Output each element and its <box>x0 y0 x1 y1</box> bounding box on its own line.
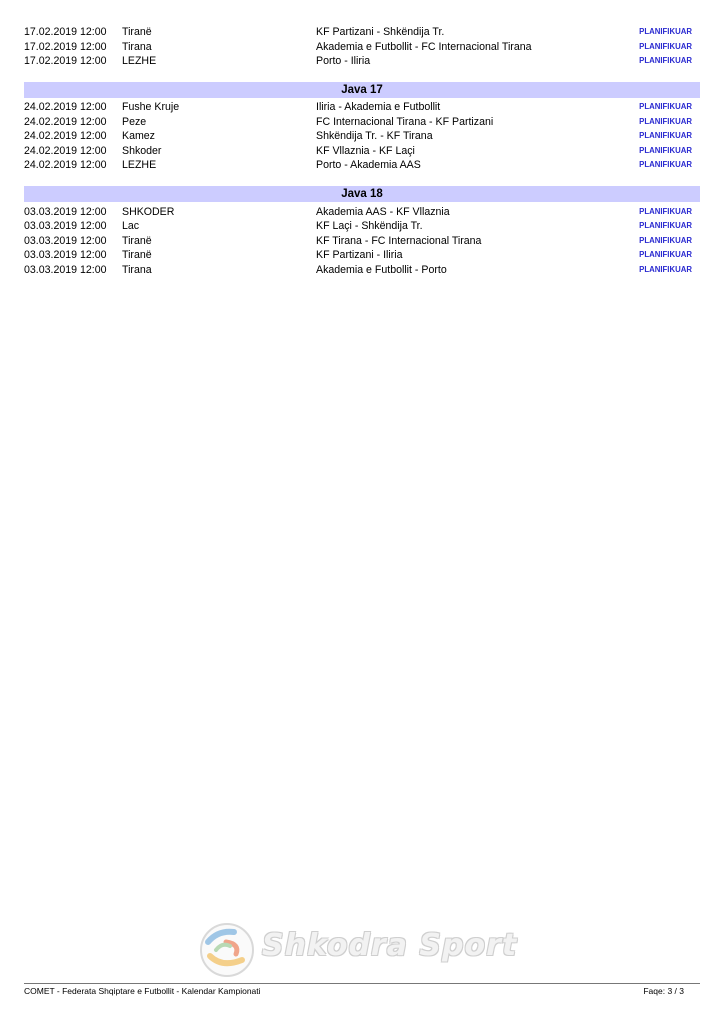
match-status: PLANIFIKUAR <box>639 117 692 126</box>
match-datetime: 24.02.2019 12:00 <box>24 145 107 157</box>
match-teams: KF Laçi - Shkëndija Tr. <box>316 220 423 232</box>
match-status: PLANIFIKUAR <box>639 207 692 216</box>
match-venue: Fushe Kruje <box>122 101 180 113</box>
match-teams: Iliria - Akademia e Futbollit <box>316 101 441 113</box>
match-teams: Shkëndija Tr. - KF Tirana <box>316 130 433 142</box>
match-venue: SHKODER <box>122 206 175 218</box>
match-status: PLANIFIKUAR <box>639 146 692 155</box>
match-datetime: 03.03.2019 12:00 <box>24 206 107 218</box>
match-status: PLANIFIKUAR <box>639 56 692 65</box>
match-datetime: 17.02.2019 12:00 <box>24 26 107 38</box>
match-status: PLANIFIKUAR <box>639 42 692 51</box>
table-row <box>24 234 700 248</box>
match-venue: LEZHE <box>122 55 157 67</box>
table-row <box>24 129 700 143</box>
match-datetime: 03.03.2019 12:00 <box>24 249 107 261</box>
table-row <box>24 205 700 219</box>
match-datetime: 03.03.2019 12:00 <box>24 264 107 276</box>
match-teams: KF Partizani - Shkëndija Tr. <box>316 26 445 38</box>
match-venue: Peze <box>122 116 147 128</box>
table-row <box>24 115 700 129</box>
match-teams: KF Partizani - Iliria <box>316 249 403 261</box>
match-teams: KF Vllaznia - KF Laçi <box>316 145 415 157</box>
match-datetime: 03.03.2019 12:00 <box>24 220 107 232</box>
table-row <box>24 100 700 114</box>
footer-title: COMET - Federata Shqiptare e Futbollit - Kalendar Kampionati <box>24 986 261 996</box>
ball-logo-icon <box>196 920 258 980</box>
week-header-java-18: Java 18 <box>24 186 700 202</box>
table-row <box>24 219 700 233</box>
match-venue: LEZHE <box>122 159 157 171</box>
match-status: PLANIFIKUAR <box>639 236 692 245</box>
match-status: PLANIFIKUAR <box>639 265 692 274</box>
watermark-logo <box>196 920 526 980</box>
footer-divider <box>24 983 700 984</box>
page-number: Faqe: 3 / 3 <box>643 986 684 996</box>
table-row <box>24 54 700 68</box>
match-teams: Akademia e Futbollit - Porto <box>316 264 447 276</box>
match-teams: Akademia e Futbollit - FC Internacional Tirana <box>316 41 532 53</box>
match-teams: Porto - Akademia AAS <box>316 159 421 171</box>
match-venue: Kamez <box>122 130 155 142</box>
match-datetime: 17.02.2019 12:00 <box>24 41 107 53</box>
match-status: PLANIFIKUAR <box>639 102 692 111</box>
match-venue: Shkoder <box>122 145 162 157</box>
table-row <box>24 40 700 54</box>
match-teams: FC Internacional Tirana - KF Partizani <box>316 116 494 128</box>
match-venue: Lac <box>122 220 140 232</box>
match-datetime: 24.02.2019 12:00 <box>24 116 107 128</box>
table-row <box>24 144 700 158</box>
match-status: PLANIFIKUAR <box>639 250 692 259</box>
match-teams: Porto - Iliria <box>316 55 371 67</box>
table-row <box>24 263 700 277</box>
table-row <box>24 25 700 39</box>
match-venue: Tiranë <box>122 235 152 247</box>
match-teams: KF Tirana - FC Internacional Tirana <box>316 235 482 247</box>
match-venue: Tiranë <box>122 249 152 261</box>
match-venue: Tirana <box>122 264 152 276</box>
table-row <box>24 248 700 262</box>
match-status: PLANIFIKUAR <box>639 27 692 36</box>
match-venue: Tirana <box>122 41 152 53</box>
match-datetime: 24.02.2019 12:00 <box>24 101 107 113</box>
match-datetime: 17.02.2019 12:00 <box>24 55 107 67</box>
match-datetime: 24.02.2019 12:00 <box>24 159 107 171</box>
table-row <box>24 158 700 172</box>
match-datetime: 03.03.2019 12:00 <box>24 235 107 247</box>
watermark-text: Shkodra Sport <box>262 928 518 963</box>
match-teams: Akademia AAS - KF Vllaznia <box>316 206 450 218</box>
week-header-java-17: Java 17 <box>24 82 700 98</box>
match-status: PLANIFIKUAR <box>639 131 692 140</box>
match-status: PLANIFIKUAR <box>639 221 692 230</box>
match-datetime: 24.02.2019 12:00 <box>24 130 107 142</box>
match-status: PLANIFIKUAR <box>639 160 692 169</box>
match-venue: Tiranë <box>122 26 152 38</box>
